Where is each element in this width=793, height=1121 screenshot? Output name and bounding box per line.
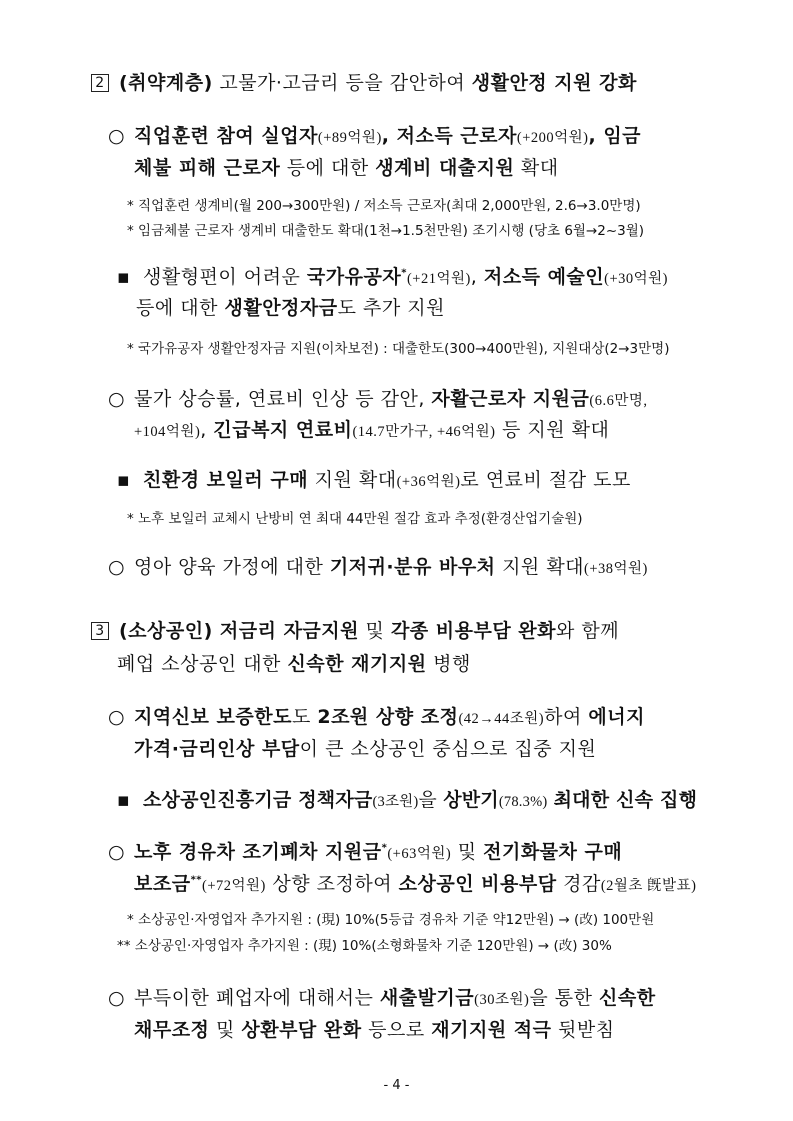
item-6-line-2: 채무조정 및 상환부담 완화 등으로 재기지원 적극 뒷받침 bbox=[134, 1019, 615, 1041]
item-2-line-1: ○ 물가 상승률, 연료비 인상 등 감안, 자활근로자 지원금(6.6만명, bbox=[108, 388, 648, 410]
item-6-line-1: ○ 부득이한 폐업자에 대해서는 새출발기금(30조원)을 통한 신속한 bbox=[108, 987, 656, 1009]
circle-bullet: ○ bbox=[108, 987, 126, 1009]
circle-bullet: ○ bbox=[108, 706, 126, 728]
item-5-line-2: 보조금**(+72억원) 상향 조정하여 소상공인 비용부담 경감(2월초 旣발표) bbox=[134, 873, 697, 895]
item-5-note-1: * 소상공인·자영업자 추가지원 : (現) 10%(5등급 경유차 기준 약12만원) → (改) 100만원 bbox=[127, 912, 655, 928]
section-3-heading: 3 (소상공인) 저금리 자금지원 및 각종 비용부담 완화와 함께 bbox=[91, 616, 619, 643]
square-bullet: ▪ bbox=[117, 266, 131, 288]
item-1-note-2: * 임금체불 근로자 생계비 대출한도 확대(1천→1.5천만원) 조기시행 (당초 6월→2~3월) bbox=[127, 223, 645, 239]
item-1-line-2: 체불 피해 근로자 등에 대한 생계비 대출지원 확대 bbox=[134, 157, 559, 179]
item-2-line-2: +104억원), 긴급복지 연료비(14.7만가구, +46억원) 등 지원 확대 bbox=[134, 419, 610, 441]
square-bullet: ▪ bbox=[117, 789, 131, 811]
item-5-line-1: ○ 노후 경유차 조기폐차 지원금*(+63억원) 및 전기화물차 구매 bbox=[108, 841, 623, 863]
item-5-note-2: ** 소상공인·자영업자 추가지원 : (現) 10%(소형화물차 기준 120만원) → (改) 30% bbox=[117, 938, 612, 954]
item-4-sub-line-1: ▪ 소상공인진흥기금 정책자금(3조원)을 상반기(78.3%) 최대한 신속 집행 bbox=[117, 789, 698, 811]
item-2-sub-line-1: ▪ 친환경 보일러 구매 지원 확대(+36억원)로 연료비 절감 도모 bbox=[117, 469, 631, 491]
item-1-note-1: * 직업훈련 생계비(월 200→300만원) / 저소득 근로자(최대 2,000만원, 2.6→3.0만명) bbox=[127, 198, 641, 214]
circle-bullet: ○ bbox=[108, 841, 126, 863]
page-number: - 4 - bbox=[383, 1078, 410, 1093]
item-4-line-1: ○ 지역신보 보증한도도 2조원 상향 조정(42→44조원)하여 에너지 bbox=[108, 706, 645, 728]
circle-bullet: ○ bbox=[108, 556, 126, 578]
circle-bullet: ○ bbox=[108, 388, 126, 410]
item-3-line-1: ○ 영아 양육 가정에 대한 기저귀·분유 바우처 지원 확대(+38억원) bbox=[108, 556, 648, 578]
item-1-sub-note: * 국가유공자 생활안정자금 지원(이차보전) : 대출한도(300→400만원), 지원대상(2→3만명) bbox=[127, 341, 670, 357]
item-1-sub-line-2: 등에 대한 생활안정자금도 추가 지원 bbox=[136, 297, 445, 319]
item-4-line-2: 가격·금리인상 부담이 큰 소상공인 중심으로 집중 지원 bbox=[134, 738, 597, 760]
item-1-sub-line-1: ▪ 생활형편이 어려운 국가유공자*(+21억원), 저소득 예술인(+30억원) bbox=[117, 266, 668, 288]
item-2-sub-note: * 노후 보일러 교체시 난방비 연 최대 44만원 절감 효과 추정(환경산업기술원) bbox=[127, 511, 583, 527]
circle-bullet: ○ bbox=[108, 125, 126, 147]
section-3-heading-line-2: 폐업 소상공인 대한 신속한 재기지원 병행 bbox=[117, 653, 471, 675]
item-1-line-1: ○ 직업훈련 참여 실업자(+89억원), 저소득 근로자(+200억원), 임금 bbox=[108, 125, 642, 147]
section-number-box: 3 bbox=[91, 622, 109, 640]
section-number-box: 2 bbox=[91, 74, 109, 92]
section-2-heading: 2 (취약계층) 고물가·고금리 등을 감안하여 생활안정 지원 강화 bbox=[91, 68, 637, 95]
square-bullet: ▪ bbox=[117, 469, 131, 491]
